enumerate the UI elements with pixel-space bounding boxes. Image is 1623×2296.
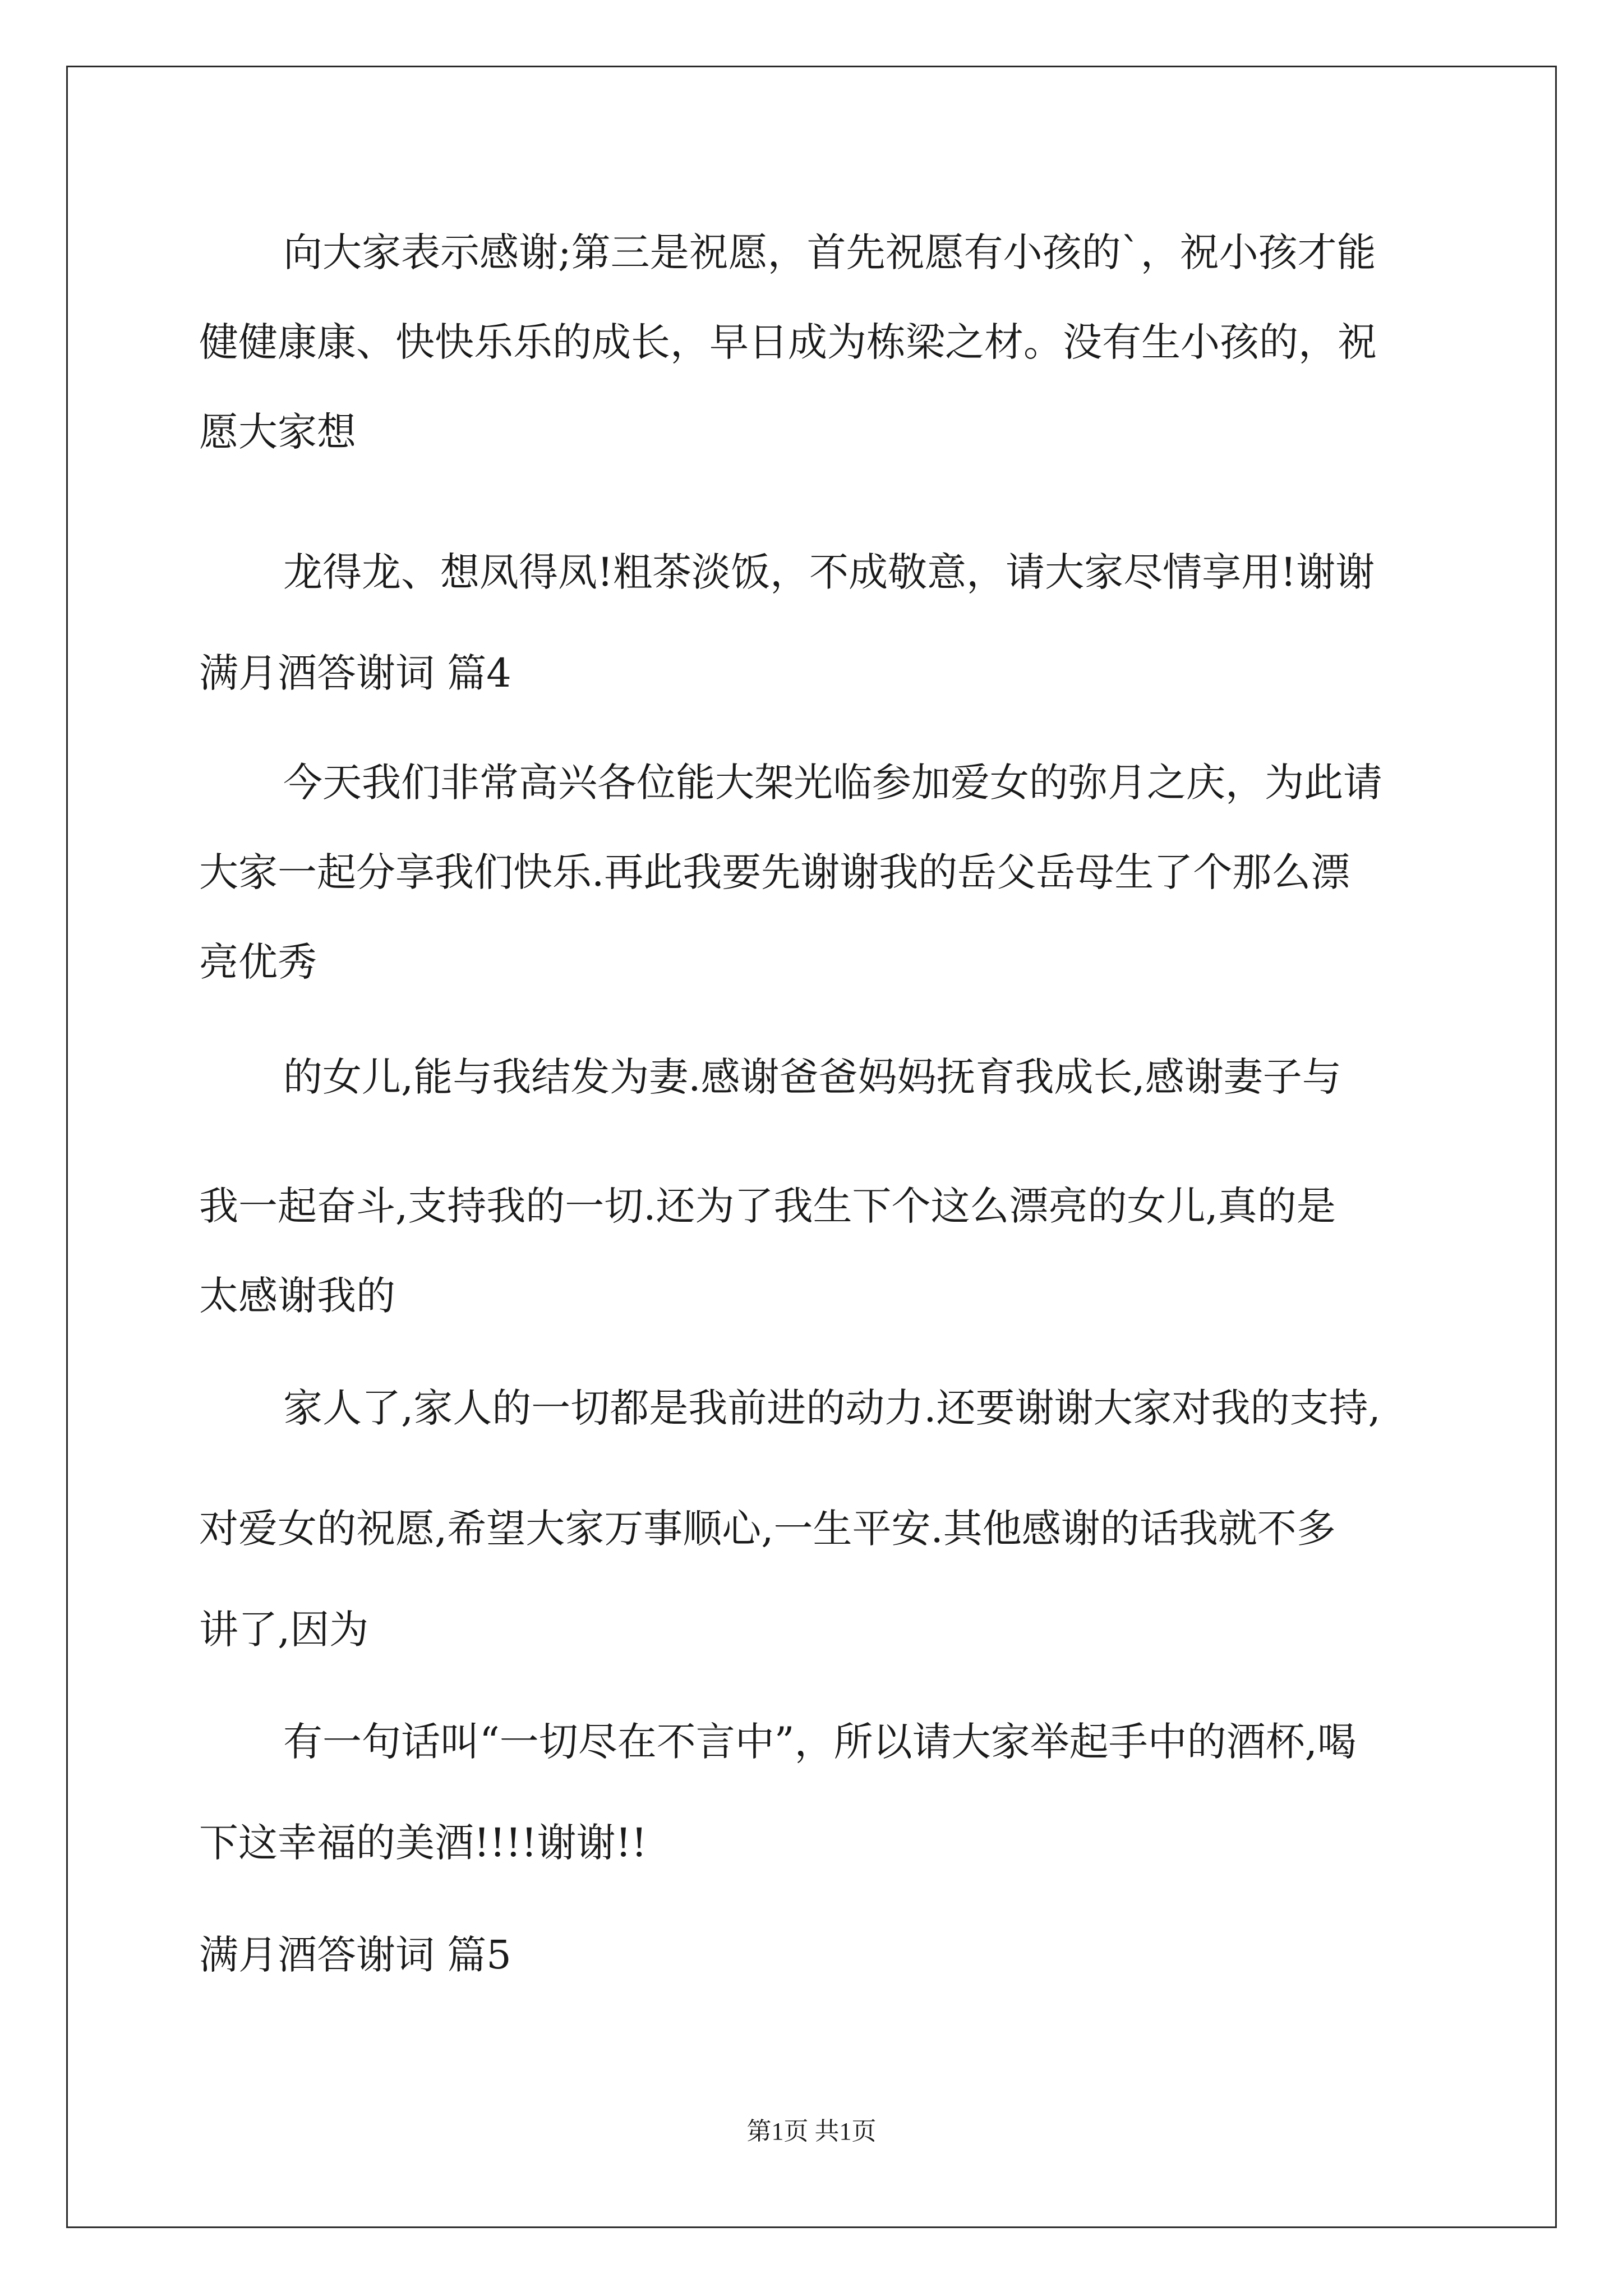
paragraph-line: 太感谢我的 <box>199 1273 395 1319</box>
paragraph-line: 下这幸福的美酒!!!!谢谢!! <box>199 1820 647 1866</box>
paragraph-line: 大家一起分享我们快乐.再此我要先谢谢我的岳父岳母生了个那么漂 <box>199 849 1350 895</box>
paragraph-line: 健健康康、快快乐乐的成长，早日成为栋梁之材。没有生小孩的，祝 <box>199 319 1377 365</box>
paragraph-line: 龙得龙、想凤得凤!粗茶淡饭，不成敬意，请大家尽情享用!谢谢 <box>283 549 1375 595</box>
paragraph-line: 有一句话叫“一切尽在不言中”，所以请大家举起手中的酒杯,喝 <box>283 1719 1357 1765</box>
paragraph-line: 的女儿,能与我结发为妻.感谢爸爸妈妈抚育我成长,感谢妻子与 <box>283 1054 1341 1100</box>
paragraph-line: 向大家表示感谢;第三是祝愿，首先祝愿有小孩的`，祝小孩才能 <box>283 229 1376 275</box>
section-heading: 满月酒答谢词 篇5 <box>199 1932 511 1978</box>
paragraph-line: 亮优秀 <box>199 939 317 985</box>
section-heading: 满月酒答谢词 篇4 <box>199 650 511 696</box>
paragraph-line: 愿大家想 <box>199 409 356 455</box>
paragraph-line: 讲了,因为 <box>199 1607 369 1653</box>
page-border <box>66 66 1557 2228</box>
page-number-footer: 第1页 共1页 <box>746 2118 877 2145</box>
paragraph-line: 我一起奋斗,支持我的一切.还为了我生下个这么漂亮的女儿,真的是 <box>199 1183 1336 1229</box>
paragraph-line: 对爱女的祝愿,希望大家万事顺心,一生平安.其他感谢的话我就不多 <box>199 1506 1336 1552</box>
paragraph-line: 家人了,家人的一切都是我前进的动力.还要谢谢大家对我的支持, <box>283 1385 1381 1431</box>
paragraph-line: 今天我们非常高兴各位能大架光临参加爱女的弥月之庆，为此请 <box>283 760 1382 806</box>
